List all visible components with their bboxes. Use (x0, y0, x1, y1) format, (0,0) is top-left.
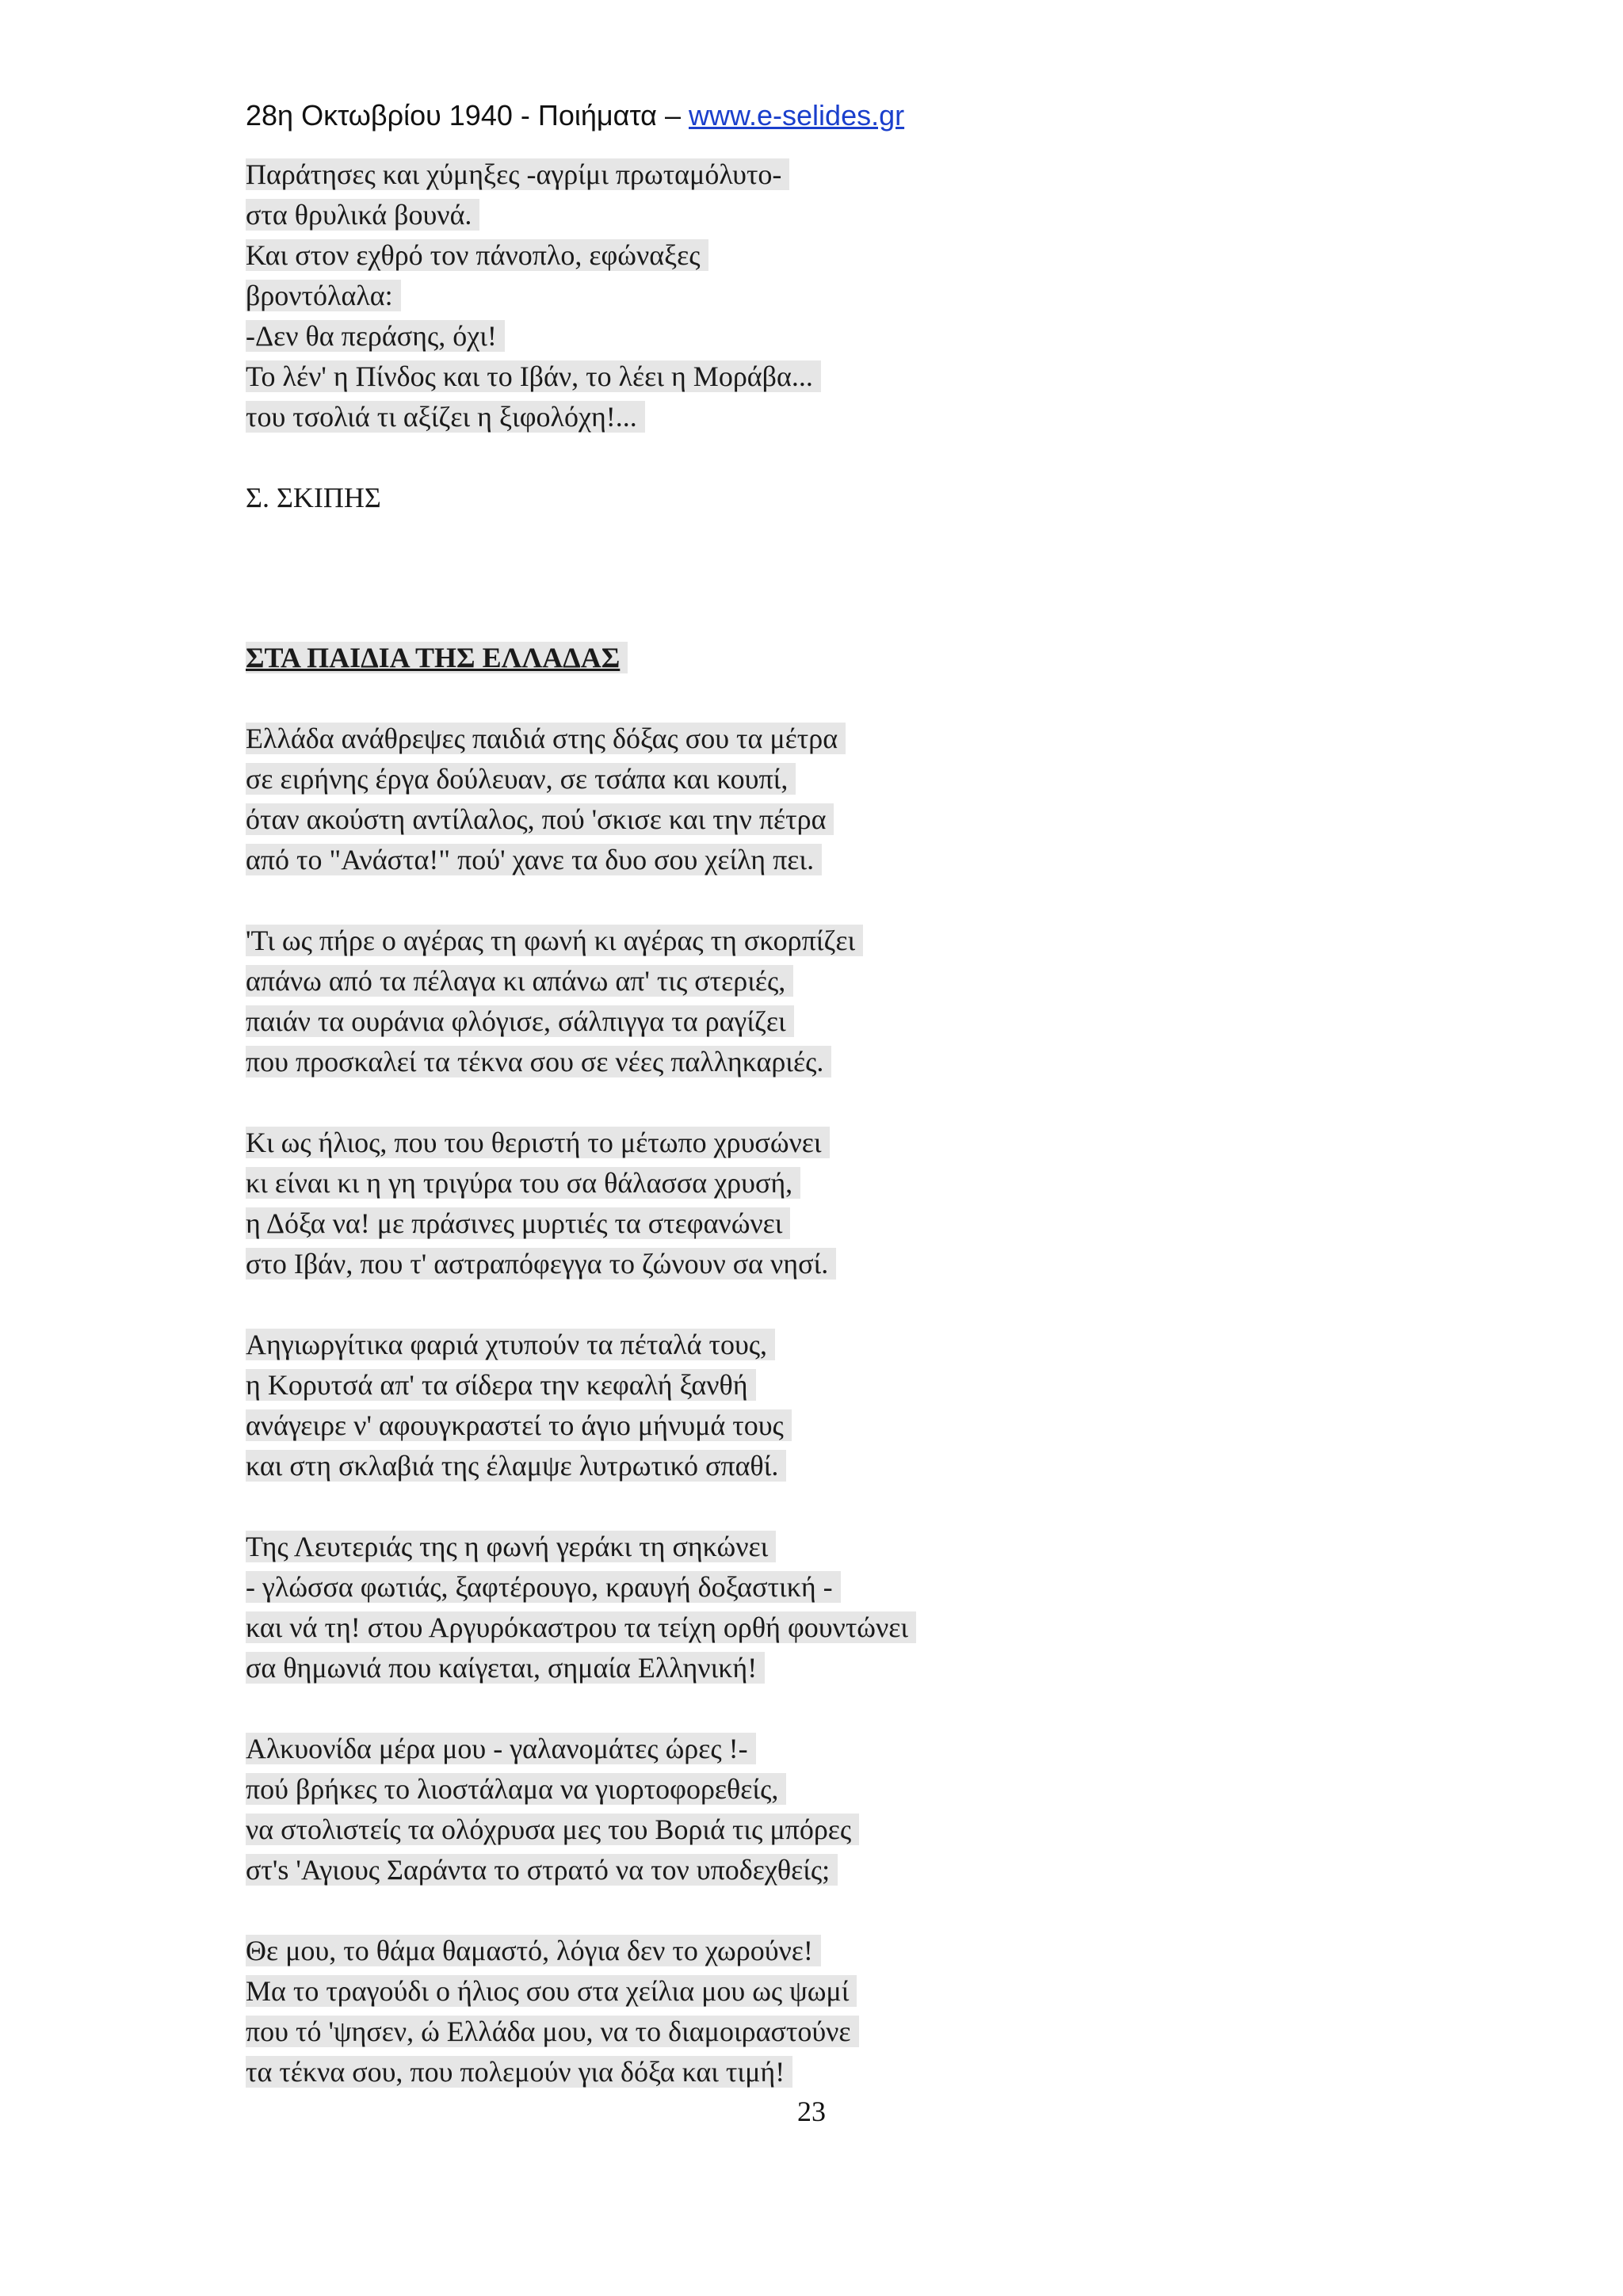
header-title: 28η Οκτωβρίου 1940 - Ποιήματα – (246, 99, 689, 132)
poem-author: Σ. ΣΚΙΠΗΣ (246, 482, 381, 513)
poem-line: Παράτησες και χύμηξες -αγρίμι πρωταμόλυτο- (246, 154, 1434, 195)
poem-line: στα θρυλικά βουνά. (246, 195, 1434, 235)
poem-line: σα θημωνιά που καίγεται, σημαία Ελληνική! (246, 1648, 1434, 1688)
poem-line: η Κορυτσά απ' τα σίδερα την κεφαλή ξανθή (246, 1365, 1434, 1405)
poem-line: παιάν τα ουράνια φλόγισε, σάλπιγγα τα ραγίζει (246, 1001, 1434, 1042)
poem2-stanza (246, 1729, 1434, 1890)
poem-line: στ's 'Αγιους Σαράντα το στρατό να τον υποδεχθείς; (246, 1850, 1434, 1890)
poem-line: Της Λευτεριάς της η φωνή γεράκι τη σηκώνει (246, 1527, 1434, 1567)
poem2-stanza (246, 1931, 1434, 2092)
poem-line: τα τέκνα σου, που πολεμούν για δόξα και τιμή! (246, 2052, 1434, 2092)
poem-line: Αλκυονίδα μέρα μου - γαλανομάτες ώρες !- (246, 1729, 1434, 1769)
spacer (246, 1486, 1434, 1527)
poem2-stanza (246, 719, 1434, 880)
poem-line: να στολιστείς τα ολόχρυσα μες του Βοριά τις μπόρες (246, 1810, 1434, 1850)
spacer (246, 1284, 1434, 1325)
poem-line: Ελλάδα ανάθρεψες παιδιά στης δόξας σου τα μέτρα (246, 719, 1434, 759)
spacer (246, 597, 1434, 638)
spacer (246, 437, 1434, 478)
poem-line: απάνω από τα πέλαγα κι απάνω απ' τις στεριές, (246, 961, 1434, 1001)
poem-line: Το λέν' η Πίνδος και το Ιβάν, το λέει η Μοράβα... (246, 357, 1434, 397)
spacer (246, 1688, 1434, 1729)
poem-line: Αηγιωργίτικα φαριά χτυπούν τα πέταλά τους, (246, 1325, 1434, 1365)
poem-line: που τό 'ψησεν, ώ Ελλάδα μου, να το διαμοιραστούνε (246, 2012, 1434, 2052)
poem2-stanza (246, 921, 1434, 1082)
poem-line: του τσολιά τι αξίζει η ξιφολόχη!... (246, 397, 1434, 437)
spacer (246, 880, 1434, 921)
header-link[interactable]: www.e-selides.gr (689, 99, 905, 132)
poem-line: -Δεν θα περάσης, όχι! (246, 316, 1434, 357)
poem-line: Θε μου, το θάμα θαμαστό, λόγια δεν το χωρούνε! (246, 1931, 1434, 1971)
poem-title: ΣΤΑ ΠΑΙΔΙΑ ΤΗΣ ΕΛΛΑΔΑΣ (246, 638, 1434, 678)
poem-line: ανάγειρε ν' αφουγκραστεί το άγιο μήνυμά τους (246, 1405, 1434, 1446)
poem-line: Μα το τραγούδι ο ήλιος σου στα χείλια μου ως ψωμί (246, 1971, 1434, 2012)
poem-line: από το "Ανάστα!" πού' χανε τα δυο σου χείλη πει. (246, 840, 1434, 880)
poem-line: στο Ιβάν, που τ' αστραπόφεγγα το ζώνουν σα νησί. (246, 1244, 1434, 1284)
page-header (246, 93, 904, 138)
spacer (246, 1082, 1434, 1123)
poem1-stanza (246, 154, 1434, 437)
poem-line: Κι ως ήλιος, που του θεριστή το μέτωπο χρυσώνει (246, 1123, 1434, 1163)
poem-line: που προσκαλεί τα τέκνα σου σε νέες παλληκαριές. (246, 1042, 1434, 1082)
poem-line: - γλώσσα φωτιάς, ξαφτέρουγο, κραυγή δοξαστική - (246, 1567, 1434, 1608)
poem-line: Και στον εχθρό τον πάνοπλο, εφώναξες (246, 235, 1434, 276)
poem-line: και στη σκλαβιά της έλαμψε λυτρωτικό σπαθί. (246, 1446, 1434, 1486)
poem-line: πού βρήκες το λιοστάλαμα να γιορτοφορεθείς, (246, 1769, 1434, 1810)
poem-line: βροντόλαλα: (246, 276, 1434, 316)
page-content (246, 154, 1434, 2092)
poem2-stanza (246, 1123, 1434, 1284)
poem-line: σε ειρήνης έργα δούλευαν, σε τσάπα και κουπί, (246, 759, 1434, 799)
page-number: 23 (797, 2096, 826, 2127)
poem2-stanza (246, 1527, 1434, 1688)
spacer (246, 518, 1434, 597)
spacer (246, 678, 1434, 719)
poem2-stanza (246, 1325, 1434, 1486)
poem-line: η Δόξα να! με πράσινες μυρτιές τα στεφανώνει (246, 1203, 1434, 1244)
poem-line: κι είναι κι η γη τριγύρα του σα θάλασσα χρυσή, (246, 1163, 1434, 1203)
spacer (246, 1890, 1434, 1931)
poem-line: και νά τη! στου Αργυρόκαστρου τα τείχη ορθή φουντώνει (246, 1608, 1434, 1648)
poem-line: όταν ακούστη αντίλαλος, πού 'σκισε και την πέτρα (246, 799, 1434, 840)
poem-line: 'Τι ως πήρε ο αγέρας τη φωνή κι αγέρας τη σκορπίζει (246, 921, 1434, 961)
